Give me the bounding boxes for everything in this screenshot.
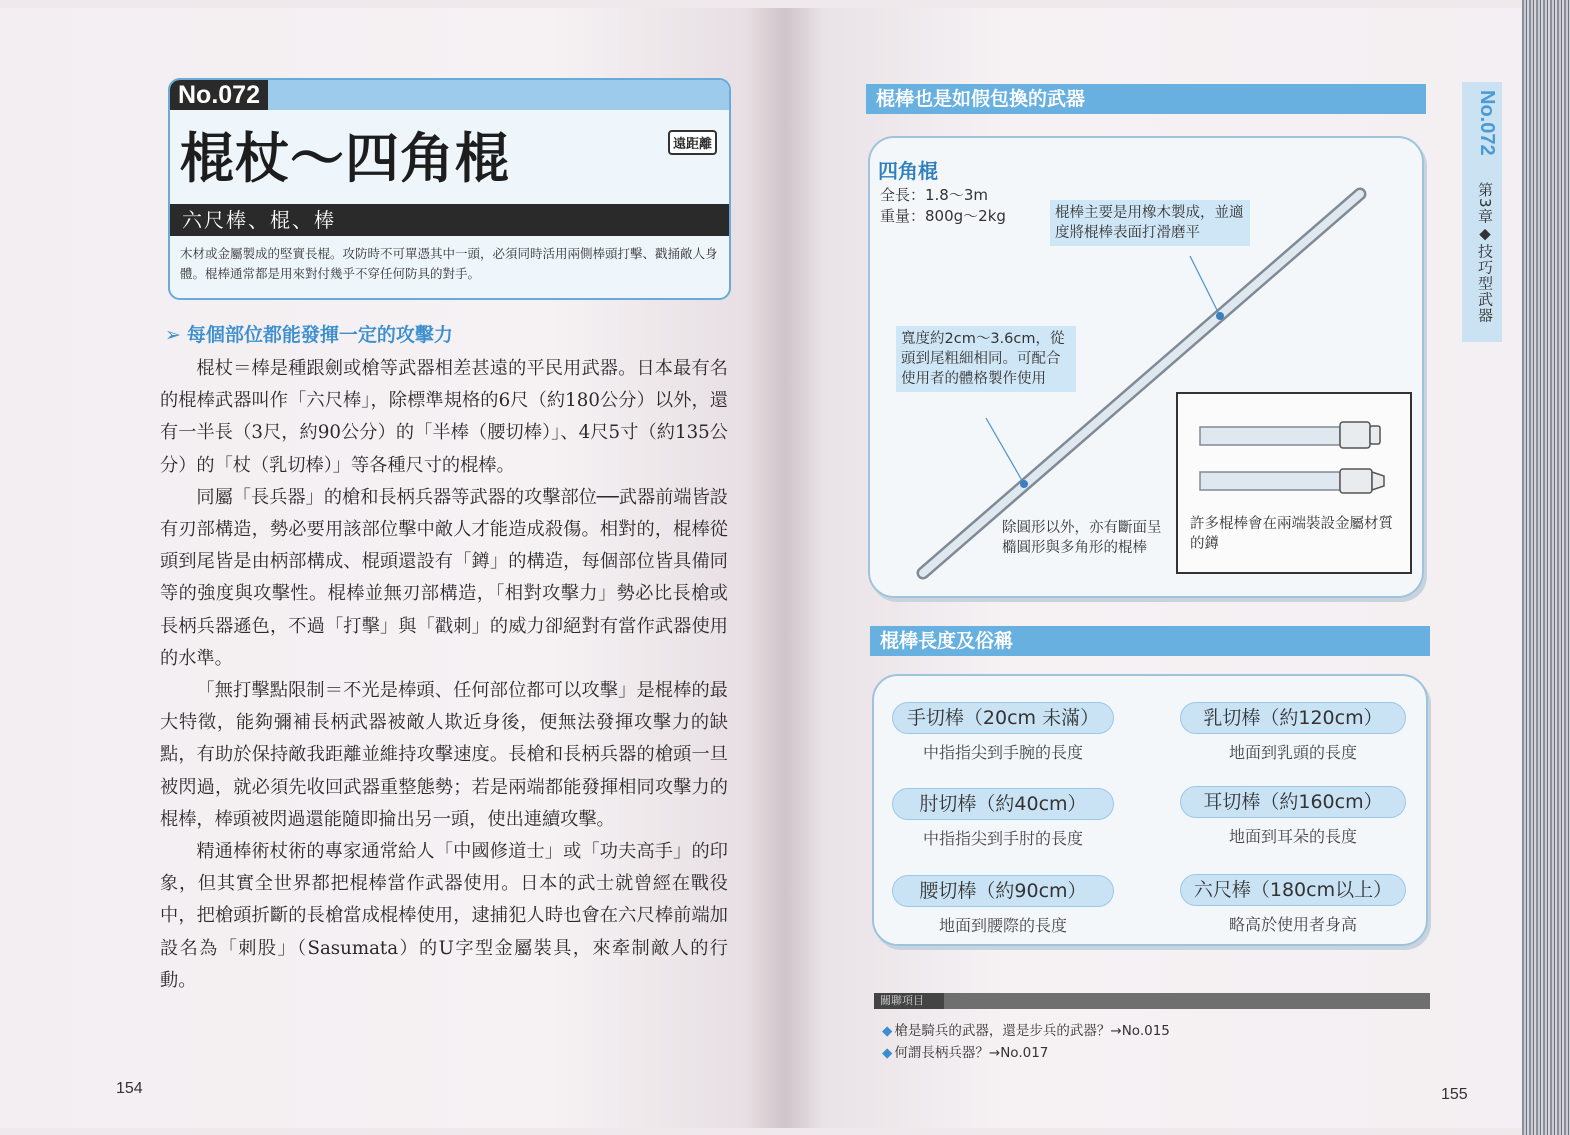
- related-item-text: 何謂長柄兵器？→No.017: [894, 1045, 1049, 1061]
- pointer-dot-width: [1020, 480, 1028, 488]
- length-name: 手切棒（20cm 未滿）: [892, 702, 1114, 734]
- length-desc: 中指指尖到手肘的長度: [922, 829, 1083, 848]
- ferrule-inset: [1176, 392, 1412, 574]
- length-desc: 地面到耳朵的長度: [1228, 827, 1357, 846]
- section-heading-text: 每個部位都能發揮一定的攻擊力: [186, 324, 453, 346]
- ferrule-tip-bottom: [1372, 472, 1384, 490]
- paragraph: 「無打擊點限制＝不光是棒頭、任何部位都可以攻擊」是棍棒的最大特徵，能夠彌補長柄武器被敵人欺近身後，便無法發揮攻擊力的缺點，有助於保持敵我距離並維持攻擊速度。長槍和長柄兵器的槍頭一旦被閃過，就必須先收回武器重整態勢；若是兩端都能發揮相同攻擊力的棍棒，棒頭被閃過還能隨即掄出另一頭，使出連續攻擊。: [160, 680, 728, 830]
- callout-width: 寬度約2cm～3.6cm，從頭到尾粗細相同。可配合使用者的體格製作使用: [896, 326, 1076, 392]
- page-title: 棍杖～四角棍: [180, 127, 510, 190]
- length-name: 六尺棒（180cm以上）: [1180, 874, 1406, 906]
- arrow-icon: ➢: [165, 324, 181, 346]
- note-ferrule: 許多棍棒會在兩端裝設金屬材質的鐏: [1190, 516, 1393, 552]
- ferrule-top: [1340, 422, 1370, 448]
- ferrule-bottom: [1340, 469, 1372, 493]
- spec-length: 全長：1.8～3m: [880, 186, 989, 204]
- range-badge: 遠距離: [668, 130, 717, 155]
- spec-weight: 重量：800g～2kg: [880, 207, 1006, 225]
- length-desc: 地面到乳頭的長度: [1228, 743, 1357, 762]
- diamond-icon: ◆: [882, 1045, 893, 1061]
- related-item[interactable]: [882, 1041, 1048, 1061]
- entry-number: No.072: [170, 80, 268, 110]
- staff-end-bottom: [1200, 472, 1340, 490]
- paragraph: 棍杖＝棒是種跟劍或槍等武器相差甚遠的平民用武器。日本最有名的棍棒武器叫作「六尺棒」，除標準規格的6尺（約180公分）以外，還有一半長（3尺，約90公分）的「半棒（腰切棒）」、4尺5寸（約135公分）的「杖（乳切棒）」等各種尺寸的棍棒。: [160, 358, 728, 476]
- page-number-right: 155: [1441, 1086, 1468, 1103]
- related-item[interactable]: [882, 1019, 1170, 1039]
- length-desc: 中指指尖到手腕的長度: [922, 743, 1083, 762]
- page-edges: [1522, 0, 1570, 1135]
- entry-summary: 木材或金屬製成的堅實長棍。攻防時不可單憑其中一頭，必須同時活用兩側棒頭打擊、戳捅敵人身體。棍棒通常都是用來對付幾乎不穿任何防具的對手。: [180, 246, 718, 281]
- diagram-bar-title: 棍棒也是如假包換的武器: [866, 84, 1426, 114]
- length-name: 肘切棒（約40cm）: [892, 788, 1114, 820]
- length-desc: 地面到腰際的長度: [938, 916, 1067, 935]
- side-entry-number: No.072: [1476, 90, 1498, 156]
- entry-subtitle: 六尺棒、棍、棒: [170, 204, 729, 236]
- leader-line-material: [1190, 256, 1220, 316]
- callout-material: 棍棒主要是用橡木製成，並適度將棍棒表面打滑磨平: [1050, 200, 1250, 246]
- page-number-left: 154: [116, 1080, 143, 1097]
- section-heading: [165, 320, 453, 347]
- length-name: 腰切棒（約90cm）: [892, 875, 1114, 907]
- side-chapter: 第3章◆技巧型武器: [1476, 182, 1494, 324]
- diamond-icon: ◆: [882, 1023, 893, 1039]
- length-name: 乳切棒（約120cm）: [1180, 702, 1406, 734]
- related-label: 關聯項目: [880, 994, 924, 1007]
- diagram-title: 四角棍: [878, 159, 938, 183]
- ferrule-illustration: [1178, 414, 1410, 514]
- paragraph: 同屬「長兵器」的槍和長柄兵器等武器的攻擊部位──武器前端皆設有刃部構造，勢必要用該部位擊中敵人才能造成殺傷。相對的，棍棒從頭到尾皆是由柄部構成、棍頭還設有「鐏」的構造，每個部位皆具備同等的強度與攻擊性。棍棒並無刃部構造，「相對攻擊力」勢必比長槍或長柄兵器遜色，不過「打擊」與「戳刺」的威力卻絕對有當作武器使用的水準。: [160, 486, 728, 669]
- length-name: 耳切棒（約160cm）: [1180, 786, 1406, 818]
- related-bar: [874, 993, 1430, 1009]
- leader-line-width: [986, 418, 1024, 484]
- length-desc: 略高於使用者身高: [1228, 915, 1357, 934]
- paragraph: 精通棒術杖術的專家通常給人「中國修道士」或「功夫高手」的印象，但其實全世界都把棍棒當作武器使用。日本的武士就曾經在戰役中，把槍頭折斷的長槍當成棍棒使用，逮捕犯人時也會在六尺棒前端加設名為「刺股」（Sasumata）的U字型金屬裝具，來牽制敵人的行動。: [160, 841, 728, 991]
- pointer-dot-material: [1216, 312, 1224, 320]
- note-shape: 除圓形以外，亦有斷面呈橢圓形與多角形的棍棒: [1002, 520, 1162, 556]
- staff-end-top: [1200, 427, 1340, 445]
- lengths-bar-title: 棍棒長度及俗稱: [870, 626, 1430, 656]
- body-text: [160, 353, 728, 997]
- ferrule-cap-top: [1370, 426, 1380, 444]
- entry-header-box: [168, 78, 731, 300]
- related-item-text: 槍是騎兵的武器，還是步兵的武器？→No.015: [894, 1023, 1170, 1039]
